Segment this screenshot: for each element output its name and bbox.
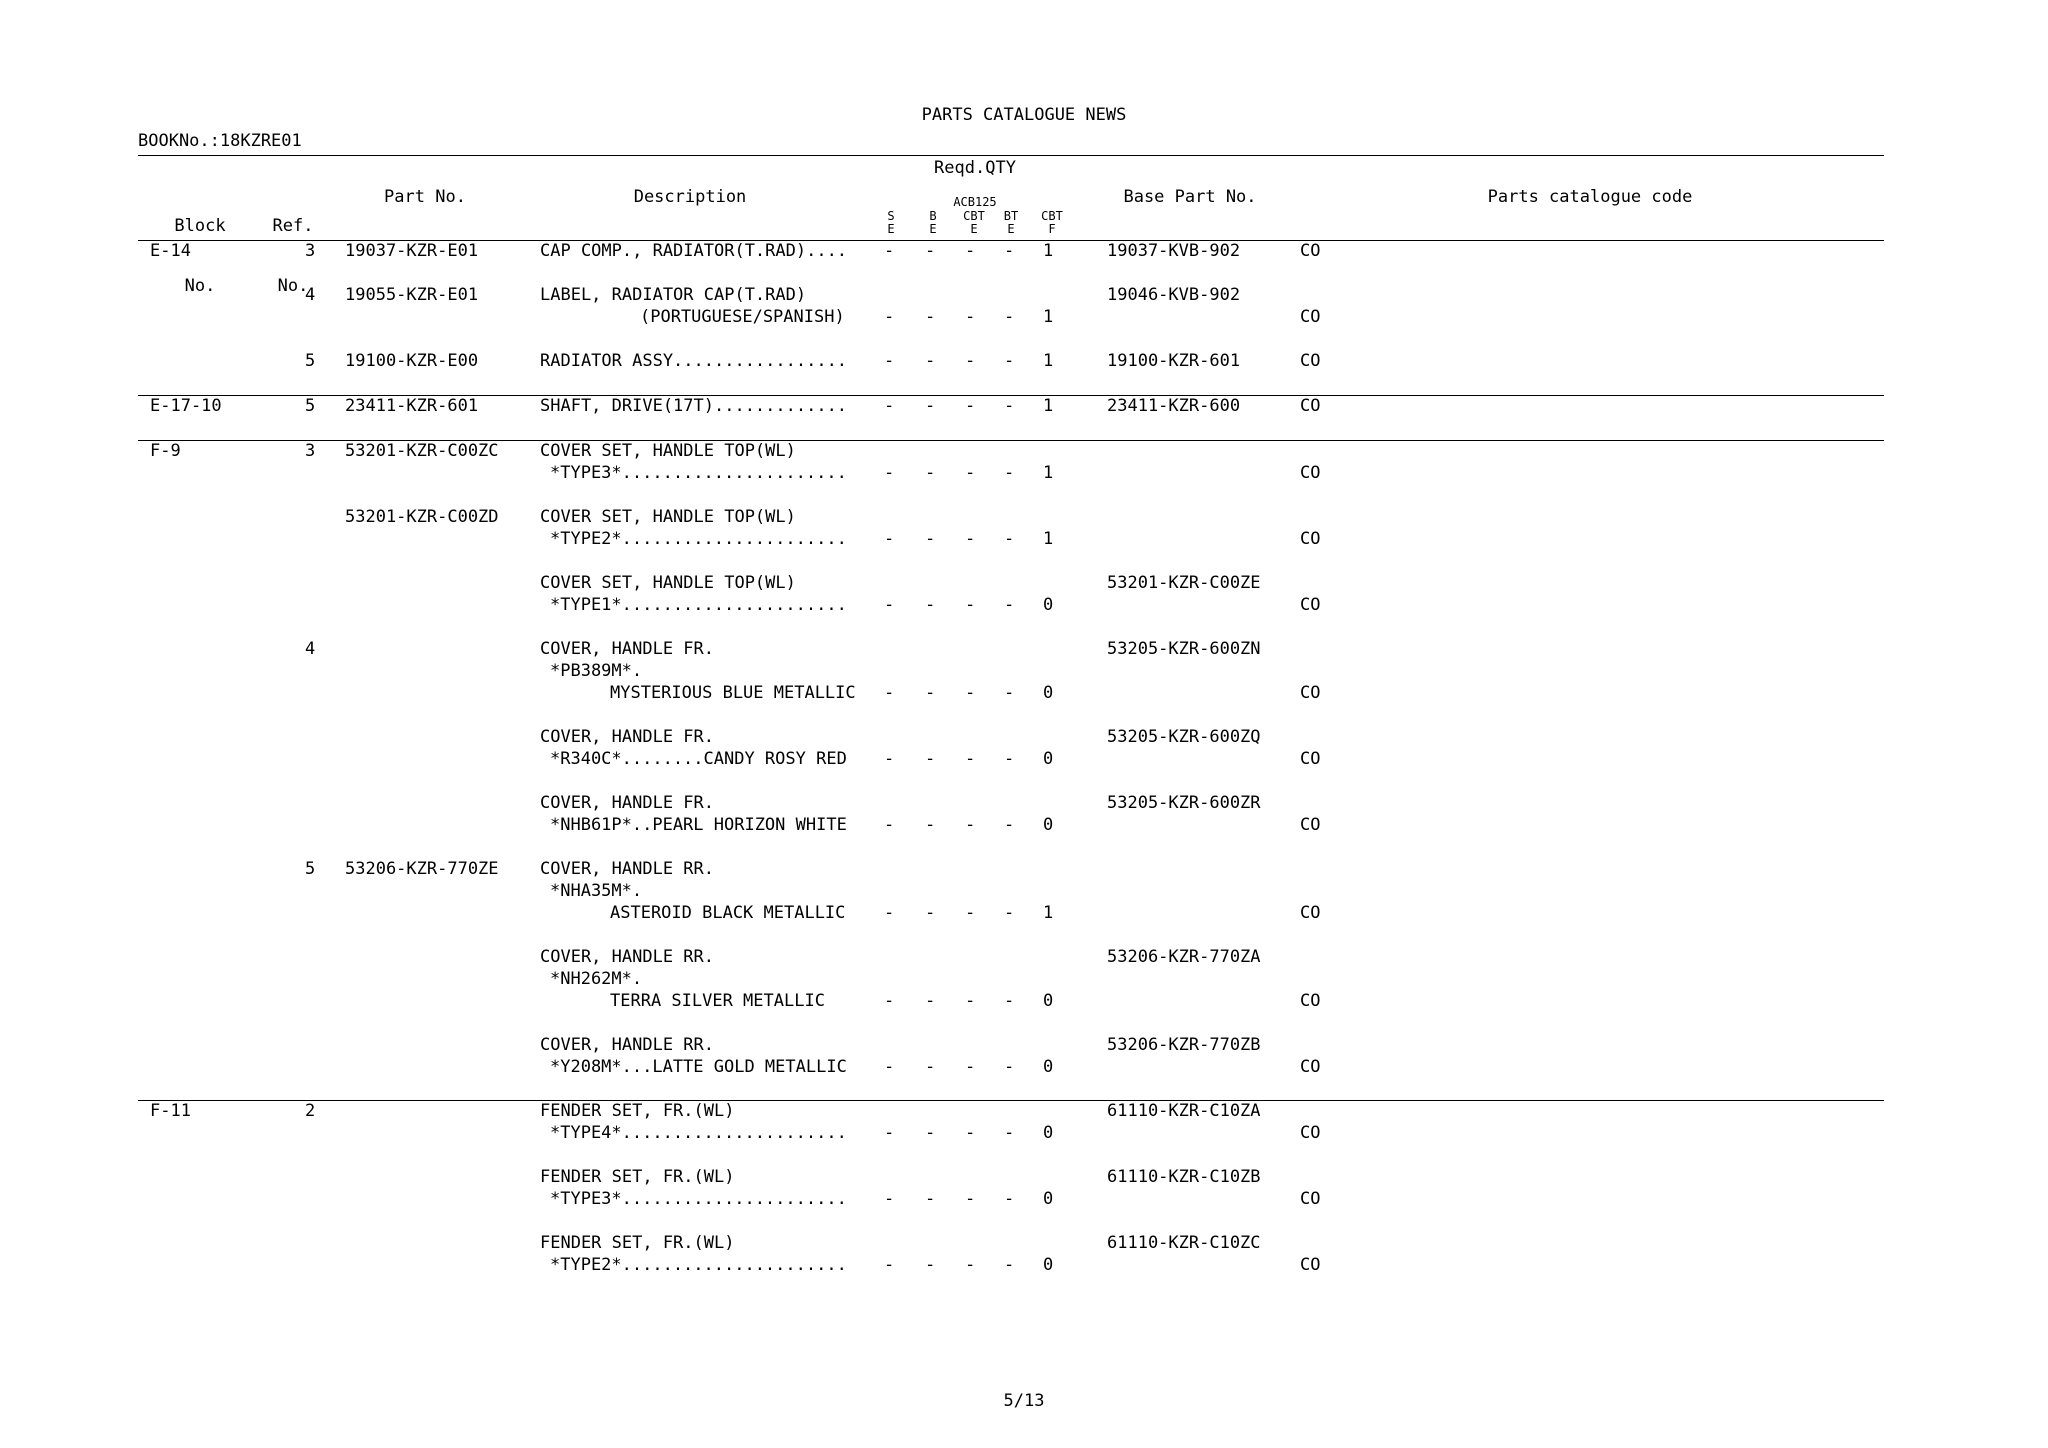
header-description: Description [633, 187, 747, 207]
description-line: *NH262M*. [550, 969, 643, 989]
qty-cell: 1 [1043, 307, 1054, 327]
part-no-cell: 23411-KZR-601 [345, 396, 479, 416]
base-part-no-cell: 61110-KZR-C10ZB [1107, 1167, 1261, 1187]
description-line: *TYPE3*...................... [550, 1189, 847, 1209]
part-no-cell: 53201-KZR-C00ZD [345, 507, 499, 527]
qty-cell: - [1004, 1255, 1015, 1275]
qty-cell: - [965, 749, 976, 769]
description-line: *R340C*........CANDY ROSY RED [550, 749, 847, 769]
ref-no-cell: 3 [305, 441, 316, 461]
qty-cell: - [1004, 463, 1015, 483]
base-part-no-cell: 61110-KZR-C10ZA [1107, 1101, 1261, 1121]
qty-cell: - [1004, 1057, 1015, 1077]
qty-cell: 1 [1043, 529, 1054, 549]
qty-cell: - [965, 1255, 976, 1275]
qty-cell: - [965, 241, 976, 261]
qty-cell: - [884, 1123, 895, 1143]
description-line: COVER, HANDLE FR. [540, 727, 714, 747]
part-no-cell: 53201-KZR-C00ZC [345, 441, 499, 461]
base-part-no-cell: 53206-KZR-770ZA [1107, 947, 1261, 967]
qty-cell: - [884, 595, 895, 615]
header-qty-col-5: CBT F [1041, 209, 1063, 236]
qty-cell: - [925, 1123, 936, 1143]
qty-cell: - [965, 991, 976, 1011]
block-no-cell: F-11 [150, 1101, 191, 1121]
catalogue-code-cell: CO [1300, 307, 1321, 327]
description-line: COVER, HANDLE RR. [540, 859, 714, 879]
qty-cell: - [884, 463, 895, 483]
qty-cell: - [884, 749, 895, 769]
qty-cell: - [884, 1255, 895, 1275]
base-part-no-cell: 19046-KVB-902 [1107, 285, 1241, 305]
description-line: COVER, HANDLE FR. [540, 793, 714, 813]
qty-cell: - [925, 463, 936, 483]
catalogue-code-cell: CO [1300, 351, 1321, 371]
qty-cell: - [925, 1057, 936, 1077]
description-line: COVER SET, HANDLE TOP(WL) [540, 441, 796, 461]
qty-cell: - [925, 1255, 936, 1275]
description-line: *NHA35M*. [550, 881, 643, 901]
base-part-no-cell: 23411-KZR-600 [1107, 396, 1241, 416]
header-qty-col-3: CBT E [963, 209, 985, 236]
ref-no-cell: 4 [305, 639, 316, 659]
page-title: PARTS CATALOGUE NEWS [921, 105, 1127, 125]
header-block-no: Block No. [174, 216, 226, 296]
base-part-no-cell: 19100-KZR-601 [1107, 351, 1241, 371]
catalogue-code-cell: CO [1300, 241, 1321, 261]
qty-cell: - [925, 1189, 936, 1209]
qty-cell: 1 [1043, 396, 1054, 416]
qty-cell: 0 [1043, 1189, 1054, 1209]
qty-cell: - [965, 1123, 976, 1143]
qty-cell: - [1004, 749, 1015, 769]
catalogue-code-cell: CO [1300, 463, 1321, 483]
qty-cell: - [1004, 991, 1015, 1011]
description-line: FENDER SET, FR.(WL) [540, 1101, 735, 1121]
qty-cell: - [1004, 396, 1015, 416]
description-line: *TYPE2*...................... [550, 529, 847, 549]
header-model: ACB125 [953, 195, 997, 209]
qty-cell: 1 [1043, 463, 1054, 483]
qty-cell: - [925, 241, 936, 261]
qty-cell: - [925, 595, 936, 615]
base-part-no-cell: 53205-KZR-600ZQ [1107, 727, 1261, 747]
qty-cell: - [965, 307, 976, 327]
description-line: MYSTERIOUS BLUE METALLIC [610, 683, 856, 703]
ref-no-cell: 3 [305, 241, 316, 261]
catalogue-code-cell: CO [1300, 1057, 1321, 1077]
qty-cell: - [925, 815, 936, 835]
part-no-cell: 19055-KZR-E01 [345, 285, 479, 305]
qty-cell: - [1004, 241, 1015, 261]
catalogue-code-cell: CO [1300, 1123, 1321, 1143]
qty-cell: - [925, 351, 936, 371]
header-base-part-no: Base Part No. [1123, 187, 1257, 207]
qty-cell: - [1004, 683, 1015, 703]
qty-cell: 0 [1043, 1123, 1054, 1143]
book-number: BOOKNo.:18KZRE01 [138, 131, 302, 151]
qty-cell: - [965, 396, 976, 416]
ref-no-cell: 2 [305, 1101, 316, 1121]
catalogue-code-cell: CO [1300, 991, 1321, 1011]
base-part-no-cell: 53201-KZR-C00ZE [1107, 573, 1261, 593]
header-qty-col-1: S E [887, 209, 895, 236]
qty-cell: - [884, 396, 895, 416]
page-number: 5/13 [1003, 1391, 1045, 1411]
description-line: *TYPE1*...................... [550, 595, 847, 615]
qty-cell: - [925, 991, 936, 1011]
qty-cell: - [884, 529, 895, 549]
ref-no-cell: 5 [305, 351, 316, 371]
qty-cell: 0 [1043, 815, 1054, 835]
qty-cell: 1 [1043, 351, 1054, 371]
description-line: *TYPE3*...................... [550, 463, 847, 483]
header-top-rule [138, 155, 1884, 156]
description-line: COVER SET, HANDLE TOP(WL) [540, 507, 796, 527]
header-reqd-qty: Reqd.QTY [934, 158, 1016, 178]
qty-cell: - [965, 351, 976, 371]
description-line: LABEL, RADIATOR CAP(T.RAD) [540, 285, 807, 305]
catalogue-code-cell: CO [1300, 903, 1321, 923]
qty-cell: - [884, 351, 895, 371]
description-line: ASTEROID BLACK METALLIC [610, 903, 846, 923]
part-no-cell: 19100-KZR-E00 [345, 351, 479, 371]
qty-cell: - [884, 683, 895, 703]
qty-cell: - [884, 1057, 895, 1077]
qty-cell: 1 [1043, 241, 1054, 261]
description-line: RADIATOR ASSY................. [540, 351, 848, 371]
qty-cell: - [1004, 351, 1015, 371]
qty-cell: - [965, 1057, 976, 1077]
qty-cell: - [1004, 307, 1015, 327]
qty-cell: - [965, 595, 976, 615]
qty-cell: - [884, 241, 895, 261]
qty-cell: 1 [1043, 903, 1054, 923]
qty-cell: - [1004, 815, 1015, 835]
description-line: FENDER SET, FR.(WL) [540, 1167, 735, 1187]
description-line: *NHB61P*..PEARL HORIZON WHITE [550, 815, 847, 835]
qty-cell: - [1004, 903, 1015, 923]
qty-cell: 0 [1043, 683, 1054, 703]
base-part-no-cell: 61110-KZR-C10ZC [1107, 1233, 1261, 1253]
description-line: COVER, HANDLE RR. [540, 1035, 714, 1055]
catalogue-code-cell: CO [1300, 683, 1321, 703]
qty-cell: - [925, 307, 936, 327]
qty-cell: - [1004, 529, 1015, 549]
header-qty-col-2: B E [929, 209, 937, 236]
ref-no-cell: 5 [305, 859, 316, 879]
qty-cell: - [925, 529, 936, 549]
qty-cell: - [965, 463, 976, 483]
description-line: COVER SET, HANDLE TOP(WL) [540, 573, 796, 593]
qty-cell: - [965, 903, 976, 923]
catalogue-code-cell: CO [1300, 529, 1321, 549]
catalogue-code-cell: CO [1300, 1189, 1321, 1209]
base-part-no-cell: 53206-KZR-770ZB [1107, 1035, 1261, 1055]
qty-cell: - [925, 683, 936, 703]
catalogue-code-cell: CO [1300, 815, 1321, 835]
qty-cell: - [925, 396, 936, 416]
header-qty-col-4: BT E [1003, 209, 1019, 236]
qty-cell: 0 [1043, 1057, 1054, 1077]
qty-cell: 0 [1043, 749, 1054, 769]
catalogue-code-cell: CO [1300, 749, 1321, 769]
qty-cell: 0 [1043, 595, 1054, 615]
description-line: SHAFT, DRIVE(17T)............. [540, 396, 848, 416]
qty-cell: - [965, 815, 976, 835]
qty-cell: - [925, 749, 936, 769]
description-line: CAP COMP., RADIATOR(T.RAD).... [540, 241, 848, 261]
catalogue-code-cell: CO [1300, 396, 1321, 416]
header-part-no: Part No. [384, 187, 466, 207]
header-ref-no: Ref. No. [272, 216, 314, 296]
catalogue-code-cell: CO [1300, 1255, 1321, 1275]
block-separator-rule [138, 1100, 1884, 1101]
description-line: *TYPE2*...................... [550, 1255, 847, 1275]
qty-cell: - [1004, 1189, 1015, 1209]
part-no-cell: 19037-KZR-E01 [345, 241, 479, 261]
qty-cell: 0 [1043, 1255, 1054, 1275]
qty-cell: 0 [1043, 991, 1054, 1011]
qty-cell: - [965, 1189, 976, 1209]
description-line: COVER, HANDLE FR. [540, 639, 714, 659]
header-catalogue-code: Parts catalogue code [1487, 187, 1693, 207]
base-part-no-cell: 19037-KVB-902 [1107, 241, 1241, 261]
description-line: *TYPE4*...................... [550, 1123, 847, 1143]
description-line: TERRA SILVER METALLIC [610, 991, 825, 1011]
description-line: *Y208M*...LATTE GOLD METALLIC [550, 1057, 847, 1077]
catalogue-code-cell: CO [1300, 595, 1321, 615]
description-line: (PORTUGUESE/SPANISH) [640, 307, 845, 327]
qty-cell: - [925, 903, 936, 923]
qty-cell: - [884, 815, 895, 835]
ref-no-cell: 5 [305, 396, 316, 416]
qty-cell: - [1004, 1123, 1015, 1143]
base-part-no-cell: 53205-KZR-600ZR [1107, 793, 1261, 813]
description-line: FENDER SET, FR.(WL) [540, 1233, 735, 1253]
base-part-no-cell: 53205-KZR-600ZN [1107, 639, 1261, 659]
qty-cell: - [965, 683, 976, 703]
qty-cell: - [884, 1189, 895, 1209]
block-no-cell: F-9 [150, 441, 181, 461]
part-no-cell: 53206-KZR-770ZE [345, 859, 499, 879]
qty-cell: - [884, 991, 895, 1011]
ref-no-cell: 4 [305, 285, 316, 305]
description-line: COVER, HANDLE RR. [540, 947, 714, 967]
block-no-cell: E-17-10 [150, 396, 222, 416]
description-line: *PB389M*. [550, 661, 643, 681]
block-no-cell: E-14 [150, 241, 191, 261]
qty-cell: - [884, 903, 895, 923]
qty-cell: - [884, 307, 895, 327]
qty-cell: - [965, 529, 976, 549]
qty-cell: - [1004, 595, 1015, 615]
